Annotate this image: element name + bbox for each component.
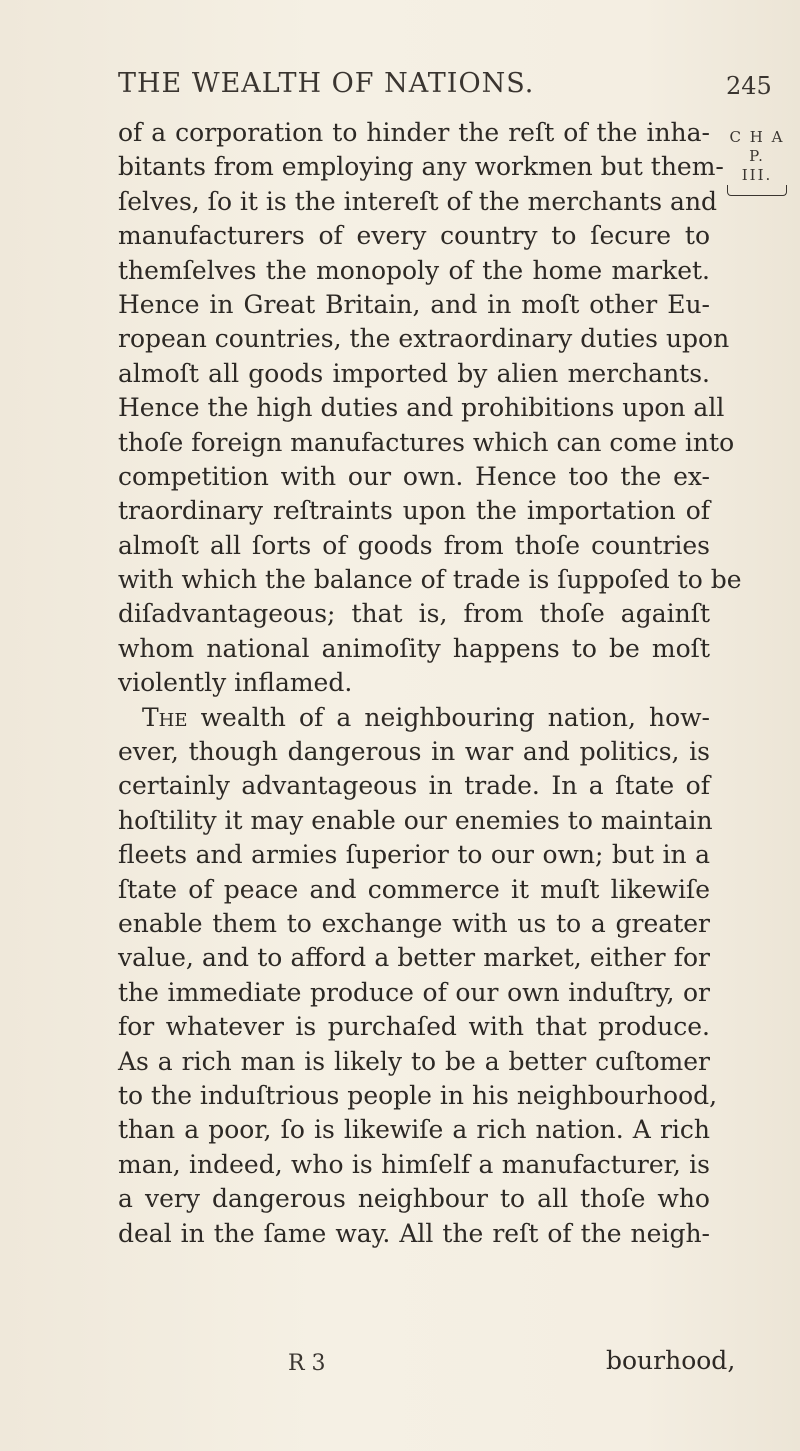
running-title: THE WEALTH OF NATIONS. bbox=[118, 68, 535, 99]
text-line: hoſtility it may enable our enemies to maintain bbox=[118, 805, 713, 835]
text-line: with which the balance of trade is ſuppoſed to be bbox=[118, 565, 742, 595]
page-number: 245 bbox=[726, 72, 772, 100]
chapter-label: C H A P. bbox=[729, 128, 785, 165]
text-line: deal in the ſame way. All the reſt of the neigh- bbox=[118, 1218, 710, 1248]
text-line: certainly advantageous in trade. In a ſtate of bbox=[118, 771, 710, 801]
text-line: traordinary reſtraints upon the importation of bbox=[118, 496, 710, 526]
text-line: a very dangerous neighbour to all thoſe who bbox=[118, 1184, 710, 1214]
text-line: thoſe foreign manufactures which can come into bbox=[118, 427, 735, 457]
text-line: violently inflamed. bbox=[118, 668, 353, 698]
text-line: almoſt all goods imported by alien merchants. bbox=[118, 358, 710, 388]
text-line: Hence the high duties and prohibitions upon all bbox=[118, 393, 725, 423]
text-line: wealth of a neighbouring nation, how- bbox=[200, 702, 710, 732]
text-line: than a poor, ſo is likewiſe a rich nation. A rich bbox=[118, 1115, 710, 1145]
text-line: ever, though dangerous in war and politics, is bbox=[118, 737, 710, 767]
text-line: for whatever is purchaſed with that produce. bbox=[118, 1012, 710, 1042]
text-line: man, indeed, who is himſelf a manufacturer, is bbox=[118, 1149, 710, 1179]
text-line: competition with our own. Hence too the ex- bbox=[118, 461, 710, 491]
text-line: manufacturers of every country to ſecure to bbox=[118, 221, 710, 251]
text-line: value, and to afford a better market, either for bbox=[118, 943, 710, 973]
chapter-number: III. bbox=[741, 166, 773, 184]
text-line: the immediate produce of our own induſtry, or bbox=[118, 977, 710, 1007]
catchword: bourhood, bbox=[606, 1346, 736, 1375]
text-line: ropean countries, the extraordinary duties upon bbox=[118, 324, 730, 354]
text-line: ſtate of peace and commerce it muſt likewiſe bbox=[118, 874, 710, 904]
body-text bbox=[118, 116, 742, 1251]
text-line: Hence in Great Britain, and in moſt other Eu- bbox=[118, 289, 710, 319]
paragraph-opening-line bbox=[118, 701, 710, 735]
brace-mark bbox=[727, 185, 787, 196]
text-line: of a corporation to hinder the reſt of the inha- bbox=[118, 118, 710, 147]
signature-mark: R 3 bbox=[288, 1351, 326, 1376]
chapter-margin-note bbox=[722, 128, 792, 196]
text-line: enable them to exchange with us to a greater bbox=[118, 908, 710, 938]
text-line: almoſt all ſorts of goods from thoſe countries bbox=[118, 530, 710, 560]
paragraph-lead-word: The bbox=[142, 702, 188, 732]
text-line: bitants from employing any workmen but them- bbox=[118, 152, 724, 182]
text-line: ſelves, ſo it is the intereſt of the merchants and bbox=[118, 186, 718, 216]
text-line: As a rich man is likely to be a better cuſtomer bbox=[118, 1046, 710, 1076]
text-line: diſadvantageous; that is, from thoſe againſt bbox=[118, 599, 710, 629]
text-line: to the induſtrious people in his neighbourhood, bbox=[118, 1080, 718, 1110]
text-line: themſelves the monopoly of the home market. bbox=[118, 255, 710, 285]
text-line: whom national animoſity happens to be moſt bbox=[118, 633, 710, 663]
text-line: fleets and armies ſuperior to our own; but in a bbox=[118, 840, 710, 870]
